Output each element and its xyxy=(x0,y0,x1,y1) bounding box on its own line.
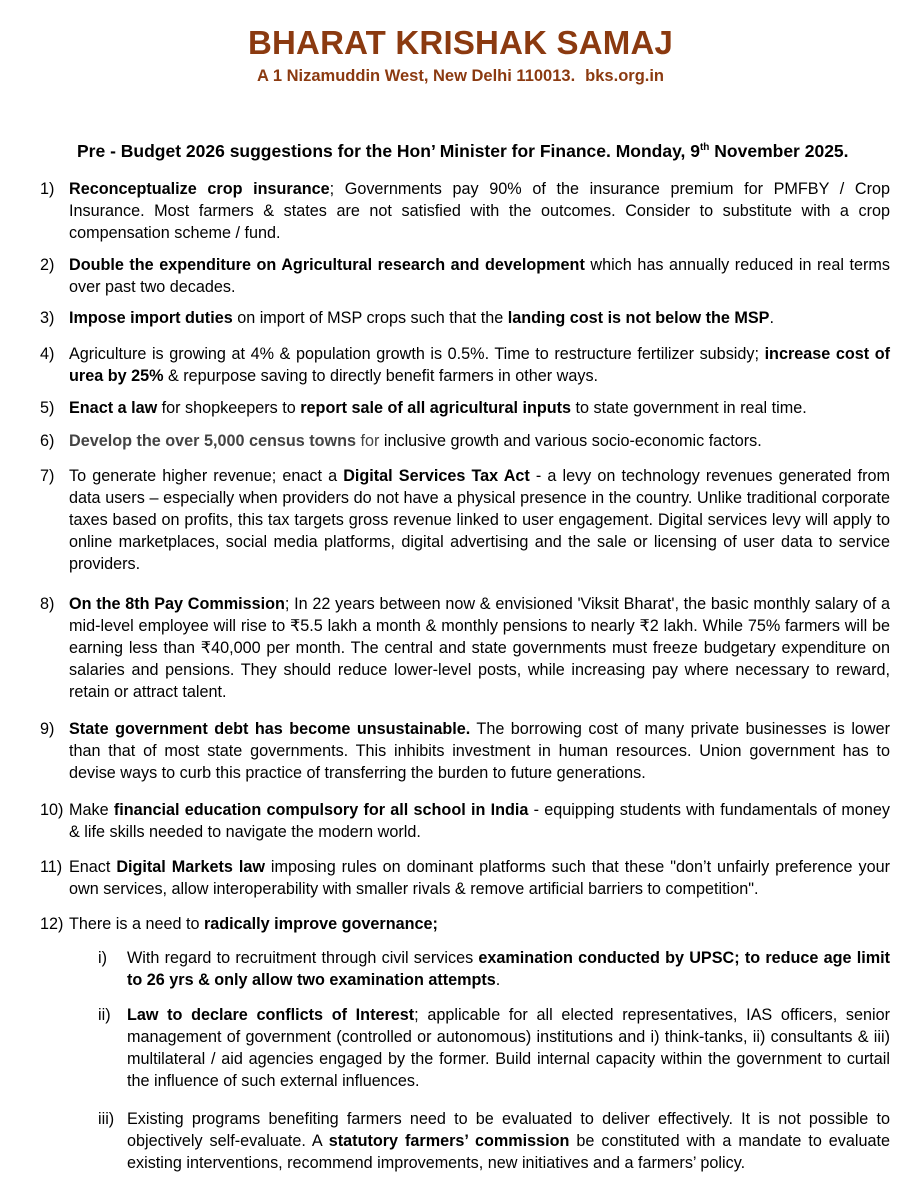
organization-website[interactable]: bks.org.in xyxy=(585,67,665,85)
item-text: To generate higher revenue; enact a Digital Services Tax Act - a levy on technology revenues generated from data users – especially when providers do not have a physical presence in the country. Unlike traditional corporate taxes based on profits, this tax targets gross revenue linked to user engagement. Digital services levy will apply to online marketplaces, social media platforms, digital advertising and the sale or licensing of user data to service providers. xyxy=(69,467,890,573)
item-number: 3) xyxy=(40,309,55,327)
list-item-3 xyxy=(40,307,890,329)
sub-item-number: ii) xyxy=(98,1006,111,1024)
sub-item-number: i) xyxy=(98,949,107,967)
item-number: 6) xyxy=(40,432,55,450)
item-text: Enact Digital Markets law imposing rules on dominant platforms such that these "don’t unfairly preference your own services, allow interoperability with smaller rivals & remove artificial barriers to competition". xyxy=(69,858,890,898)
item-number: 5) xyxy=(40,399,55,417)
item-text: On the 8th Pay Commission; In 22 years between now & envisioned 'Viksit Bharat', the basic monthly salary of a mid-level employee will rise to ₹5.5 lakh a month & monthly pensions to nearly ₹2 lakh. While 75% farmers will be earning less than ₹40,000 per month. The central and state governments must freeze budgetary expenditure on salaries and pensions. They should reduce lower-level posts, while increasing pay where necessary to reward, retain or attract talent. xyxy=(69,595,890,701)
item-text: State government debt has become unsustainable. The borrowing cost of many private businesses is lower than that of most state governments. This inhibits investment in human resources. Union government has to devise ways to curb this practice of transferring the burden to future generations. xyxy=(69,720,890,782)
item-number: 11) xyxy=(40,858,63,876)
item-text: Double the expenditure on Agricultural research and development which has annually reduced in real terms over past two decades. xyxy=(69,256,890,296)
list-item-11 xyxy=(40,856,890,900)
item-number: 1) xyxy=(40,180,55,198)
item-text: There is a need to radically improve governance; xyxy=(69,915,438,933)
item-text: Impose import duties on import of MSP crops such that the landing cost is not below the MSP. xyxy=(69,309,774,327)
organization-address: A 1 Nizamuddin West, New Delhi 110013. xyxy=(256,67,576,85)
list-item-4 xyxy=(40,343,890,387)
organization-address-line xyxy=(0,67,921,86)
list-item-6 xyxy=(40,430,890,452)
list-item-5 xyxy=(40,397,890,419)
document-title: Pre - Budget 2026 suggestions for the Hon’ Minister for Finance. Monday, 9th November 2025. xyxy=(77,141,849,161)
sub-item-number: iii) xyxy=(98,1110,115,1128)
item-text: Develop the over 5,000 census towns for inclusive growth and various socio-economic factors. xyxy=(69,432,762,450)
item-text: Enact a law for shopkeepers to report sale of all agricultural inputs to state government in real time. xyxy=(69,399,807,417)
item-number: 10) xyxy=(40,801,64,819)
sub-item-text: Existing programs benefiting farmers need to be evaluated to deliver effectively. It is not possible to objectively self-evaluate. A statutory farmers’ commission be constituted with a mandate to evaluate existing interventions, recommend improvements, new initiatives and a farmers’ policy. xyxy=(127,1110,891,1172)
item-text: Reconceptualize crop insurance; Governments pay 90% of the insurance premium for PMFBY / Crop Insurance. Most farmers & states are not satisfied with the outcomes. Consider to substitute with a crop compensation scheme / fund. xyxy=(69,180,890,242)
item-number: 4) xyxy=(40,345,55,363)
item-number: 7) xyxy=(40,467,55,485)
list-item-7 xyxy=(40,465,890,575)
list-item-12 xyxy=(40,913,890,935)
sub-item-text: Law to declare conflicts of Interest; applicable for all elected representatives, IAS officers, senior management of government (controlled or autonomous) institutions and i) think-tanks, ii) consultants & iii) multilateral / aid agencies engaged by the former. Build internal capacity within the government to curtail the influence of such external influences. xyxy=(127,1006,891,1090)
item-number: 8) xyxy=(40,595,55,613)
list-item-2 xyxy=(40,254,890,298)
organization-name: BHARAT KRISHAK SAMAJ xyxy=(247,24,674,61)
list-item-9 xyxy=(40,718,890,784)
item-text: Agriculture is growing at 4% & population growth is 0.5%. Time to restructure fertilizer subsidy; increase cost of urea by 25% & repurpose saving to directly benefit farmers in other ways. xyxy=(69,345,890,385)
list-item-8 xyxy=(40,593,890,703)
list-item-1 xyxy=(40,178,890,244)
item-number: 12) xyxy=(40,915,64,933)
sub-item-ii xyxy=(98,1004,890,1092)
list-item-10 xyxy=(40,799,890,843)
item-text: Make financial education compulsory for all school in India - equipping students with fundamentals of money & life skills needed to navigate the modern world. xyxy=(69,801,890,841)
sub-item-iii xyxy=(98,1108,890,1174)
sub-item-text: With regard to recruitment through civil services examination conducted by UPSC; to reduce age limit to 26 yrs & only allow two examination attempts. xyxy=(127,949,891,989)
item-number: 9) xyxy=(40,720,55,738)
item-number: 2) xyxy=(40,256,55,274)
sub-item-i xyxy=(98,947,890,991)
